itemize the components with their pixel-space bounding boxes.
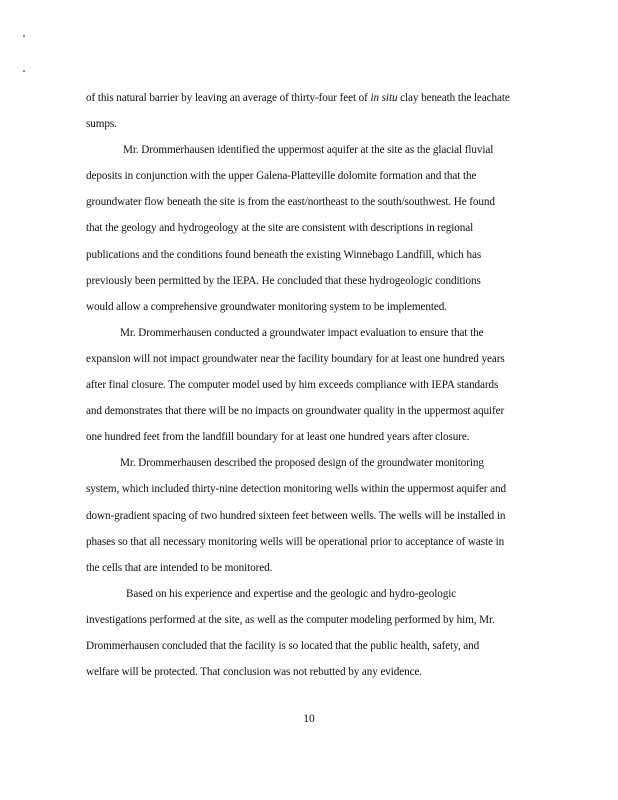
italic-term: in situ — [370, 92, 398, 104]
scan-speck — [23, 70, 25, 72]
text-line: the cells that are intended to be monitored. — [86, 561, 273, 574]
text-line: deposits in conjunction with the upper Galena-Platteville dolomite formation and that the — [86, 170, 477, 183]
text-line: Mr. Drommerhausen conducted a groundwater impact evaluation to ensure that the — [120, 326, 484, 339]
scan-speck — [23, 35, 25, 37]
text-line: Mr. Drommerhausen described the proposed design of the groundwater monitoring — [120, 457, 484, 470]
paragraph-5 — [86, 581, 536, 685]
text-line: Drommerhausen concluded that the facility is so located that the public health, safety, and — [86, 639, 480, 652]
text-line: welfare will be protected. That conclusion was not rebutted by any evidence. — [86, 666, 423, 679]
document-body — [86, 85, 536, 685]
text-line: sumps. — [86, 118, 117, 131]
paragraph-1 — [86, 85, 536, 137]
text-line: one hundred feet from the landfill boundary for at least one hundred years after closure. — [86, 431, 470, 444]
text-line: groundwater flow beneath the site is from the east/northeast to the south/southwest. He found — [86, 196, 495, 209]
text-line: Mr. Drommerhausen identified the uppermost aquifer at the site as the glacial fluvial — [123, 144, 494, 157]
text-line: would allow a comprehensive groundwater monitoring system to be implemented. — [86, 300, 447, 313]
text-line: system, which included thirty-nine detection monitoring wells within the uppermost aquifer and — [86, 483, 506, 496]
text-line: that the geology and hydrogeology at the site are consistent with descriptions in regional — [86, 222, 474, 235]
paragraph-2 — [86, 137, 536, 320]
text-line: after final closure. The computer model used by him exceeds compliance with IEPA standards — [86, 379, 499, 392]
paragraph-3 — [86, 320, 536, 450]
text-line: expansion will not impact groundwater near the facility boundary for at least one hundred years — [86, 352, 505, 365]
text-line: down-gradient spacing of two hundred sixteen feet between wells. The wells will be installed in — [86, 509, 506, 522]
text-line: and demonstrates that there will be no impacts on groundwater quality in the uppermost aquifer — [86, 405, 505, 418]
text-line: publications and the conditions found beneath the existing Winnebago Landfill, which has — [86, 248, 482, 261]
page-number: 10 — [303, 713, 315, 725]
text-line: of this natural barrier by leaving an average of thirty-four feet of in situ clay beneath the leachate — [86, 92, 510, 104]
paragraph-4 — [86, 450, 536, 580]
text-line: Based on his experience and expertise and the geologic and hydro-geologic — [126, 587, 457, 600]
text-line: phases so that all necessary monitoring wells will be operational prior to acceptance of waste in — [86, 535, 505, 548]
text-line: previously been permitted by the IEPA. He concluded that these hydrogeologic conditions — [86, 274, 481, 287]
text-line: investigations performed at the site, as well as the computer modeling performed by him, Mr. — [86, 613, 495, 626]
